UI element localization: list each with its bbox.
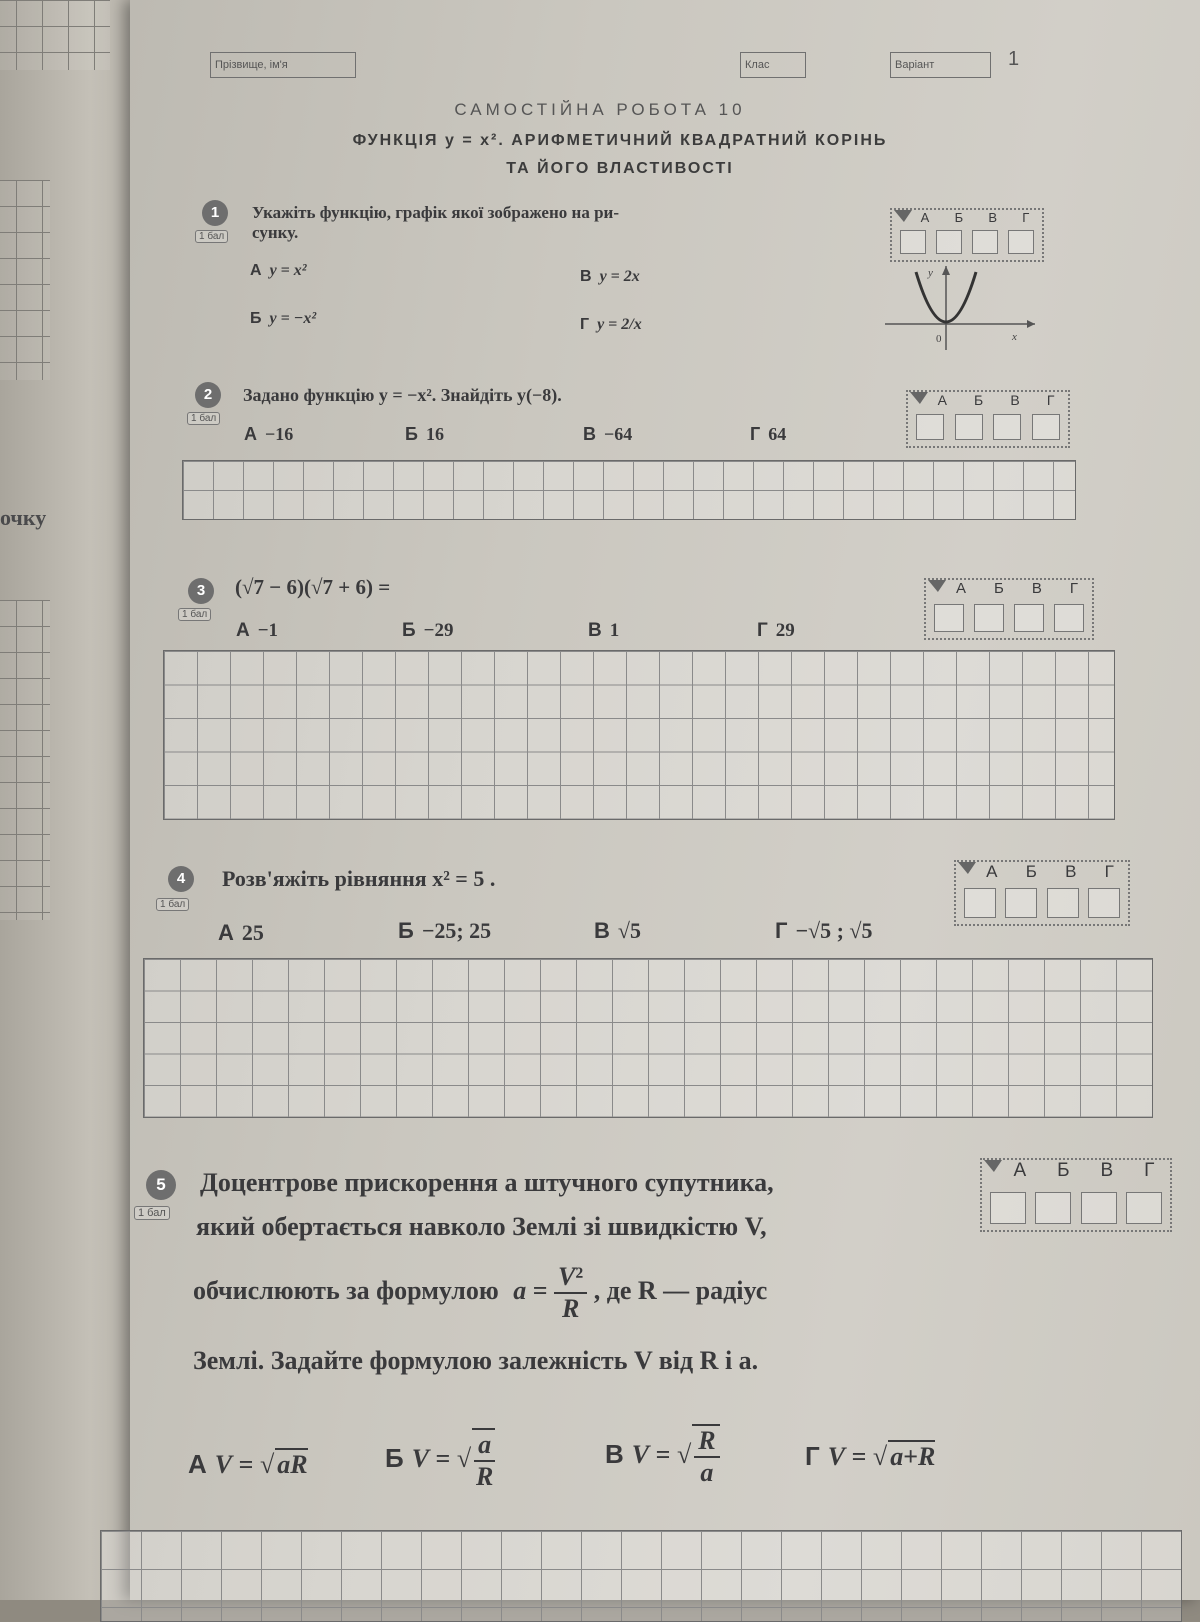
worksheet-topic-line1: ФУНКЦІЯ y = x². АРИФМЕТИЧНИЙ КВАДРАТНИЙ КОРІНЬ — [352, 132, 888, 149]
option-a-letter: А — [188, 1449, 207, 1479]
question-number: 4 — [168, 866, 194, 892]
answer-letter: Б — [974, 392, 984, 408]
question-text-line3-end: , де R — радіус — [593, 1275, 768, 1305]
answer-checkbox-c[interactable] — [1081, 1192, 1117, 1224]
question-text-line2: сунку. — [252, 223, 299, 242]
option-b: Б y = −x² — [250, 310, 317, 327]
adjacent-page — [0, 0, 150, 1600]
question-text: Розв'яжіть рівняння x² = 5 . — [222, 866, 496, 891]
answer-box-q1[interactable] — [890, 208, 1044, 262]
answer-checkbox-d[interactable] — [1032, 414, 1060, 440]
variant-number: 1 — [1008, 48, 1020, 70]
name-field[interactable] — [210, 52, 356, 78]
adjacent-grid-2 — [0, 600, 50, 920]
answer-checkbox-c[interactable] — [993, 414, 1021, 440]
answer-checkbox-a[interactable] — [916, 414, 944, 440]
answer-box-q4[interactable] — [954, 860, 1130, 926]
points-badge: 1 бал — [134, 1206, 170, 1220]
answer-letter: Г — [1104, 862, 1114, 881]
answer-checkbox-c[interactable] — [972, 230, 998, 254]
answer-checkbox-b[interactable] — [1005, 888, 1037, 918]
answer-letter: В — [1010, 392, 1020, 408]
origin-label: 0 — [936, 333, 942, 345]
worksheet-title: САМОСТІЙНА РОБОТА 10 — [454, 100, 746, 119]
answer-letter: В — [988, 210, 998, 225]
option-a: А −1 — [236, 620, 279, 641]
answer-checkbox-a[interactable] — [964, 888, 996, 918]
option-c: В 1 — [588, 620, 620, 641]
answer-letter: А — [920, 210, 930, 225]
question-number: 2 — [195, 382, 221, 408]
question-text-line4: Землі. Задайте формулою залежність V від R і a. — [193, 1346, 759, 1375]
answer-checkbox-c[interactable] — [1047, 888, 1079, 918]
question-text: (√7 − 6)(√7 + 6) = — [235, 575, 391, 599]
option-c-letter: В — [605, 1438, 624, 1469]
question-number: 5 — [146, 1170, 176, 1200]
formula-a: a = $\frac{\text{V²}}{R}$ — [513, 1276, 587, 1305]
class-field-label: Клас — [745, 59, 770, 71]
name-field-label: Прізвище, ім'я — [215, 59, 288, 71]
answer-letter: Г — [1022, 210, 1030, 225]
answer-box-q5[interactable] — [980, 1158, 1172, 1232]
work-grid[interactable] — [182, 460, 1076, 520]
answer-letter: А — [1013, 1160, 1027, 1181]
option-b: Б −25; 25 — [398, 918, 492, 943]
answer-checkbox-a[interactable] — [900, 230, 926, 254]
option-b: Б V = √ $\frac{a}{R}$ — [385, 1430, 494, 1491]
option-b-letter: Б — [385, 1442, 404, 1473]
option-b: Б 16 — [405, 424, 444, 444]
option-c: В y = 2x — [580, 268, 640, 285]
answer-checkbox-d[interactable] — [1008, 230, 1034, 254]
answer-letter: Б — [1057, 1160, 1070, 1181]
option-d-letter: Г — [805, 1441, 820, 1471]
work-grid[interactable] — [143, 958, 1153, 1118]
adjacent-margin-word: очку — [0, 505, 47, 530]
question-text — [252, 203, 619, 243]
question-text: Задано функцію y = −x². Знайдіть y(−8). — [243, 385, 562, 405]
option-d: Г V = √ a+R — [805, 1441, 936, 1471]
answer-checkbox-a[interactable] — [990, 1192, 1026, 1224]
answer-letter: Б — [994, 580, 1004, 597]
class-field[interactable] — [740, 52, 806, 78]
answer-letter: Б — [1025, 862, 1037, 881]
parabola-graph — [880, 262, 1040, 352]
answer-letter: Б — [954, 210, 964, 225]
answer-box-q3[interactable] — [924, 578, 1094, 640]
option-c: В −64 — [583, 424, 633, 444]
points-badge: 1 бал — [187, 412, 220, 425]
answer-checkbox-d[interactable] — [1126, 1192, 1162, 1224]
question-number: 3 — [188, 578, 214, 604]
points-badge: 1 бал — [195, 230, 228, 243]
question-text-line3-start: обчислюють за формулою — [193, 1275, 499, 1305]
work-grid[interactable] — [100, 1530, 1182, 1622]
points-badge: 1 бал — [178, 608, 211, 621]
answer-box-q2[interactable] — [906, 390, 1070, 448]
answer-checkbox-b[interactable] — [1035, 1192, 1071, 1224]
answer-letter: Г — [1069, 580, 1078, 597]
answer-letter: Г — [1046, 392, 1055, 408]
answer-letter: В — [1065, 862, 1077, 881]
option-d: Г 64 — [750, 424, 787, 444]
question-text-line3 — [193, 1262, 767, 1324]
answer-letter: А — [986, 862, 998, 881]
answer-checkbox-b[interactable] — [955, 414, 983, 440]
y-axis-label: y — [928, 267, 933, 279]
answer-letter: А — [956, 580, 967, 597]
points-badge: 1 бал — [156, 898, 189, 911]
x-axis-label: x — [1012, 331, 1017, 343]
answer-checkbox-d[interactable] — [1054, 604, 1084, 632]
option-c: В √5 — [594, 918, 641, 943]
answer-checkbox-b[interactable] — [974, 604, 1004, 632]
option-d: Г y = 2/x — [580, 316, 642, 333]
option-c: В V = √ $\frac{R}{a}$ — [605, 1424, 720, 1488]
answer-checkbox-d[interactable] — [1088, 888, 1120, 918]
answer-letter: В — [1031, 580, 1042, 597]
option-b: Б −29 — [402, 620, 454, 641]
variant-field[interactable] — [890, 52, 991, 78]
answer-checkbox-b[interactable] — [936, 230, 962, 254]
option-a: А V = √ aR — [188, 1449, 308, 1479]
question-text-line1: Укажіть функцію, графік якої зображено на ри- — [252, 203, 619, 222]
answer-letter: А — [937, 392, 947, 408]
answer-letter: Г — [1144, 1160, 1155, 1181]
answer-checkbox-c[interactable] — [1014, 604, 1044, 632]
work-grid[interactable] — [163, 650, 1115, 820]
question-text-line2: який обертається навколо Землі зі швидкістю V, — [196, 1212, 767, 1241]
worksheet-topic-line2: ТА ЙОГО ВЛАСТИВОСТІ — [506, 160, 734, 177]
option-a: А 25 — [218, 920, 264, 945]
adjacent-grid-top — [0, 0, 110, 70]
answer-letter: В — [1100, 1160, 1114, 1181]
answer-checkbox-a[interactable] — [934, 604, 964, 632]
option-d: Г 29 — [757, 620, 795, 641]
option-a: А −16 — [244, 424, 294, 444]
adjacent-grid-1 — [0, 180, 50, 380]
option-a: А y = x² — [250, 262, 307, 279]
variant-field-label: Варіант — [895, 59, 935, 71]
option-d: Г −√5 ; √5 — [775, 918, 873, 943]
question-text-line1: Доцентрове прискорення a штучного супутника, — [200, 1168, 774, 1197]
question-number: 1 — [202, 200, 228, 226]
